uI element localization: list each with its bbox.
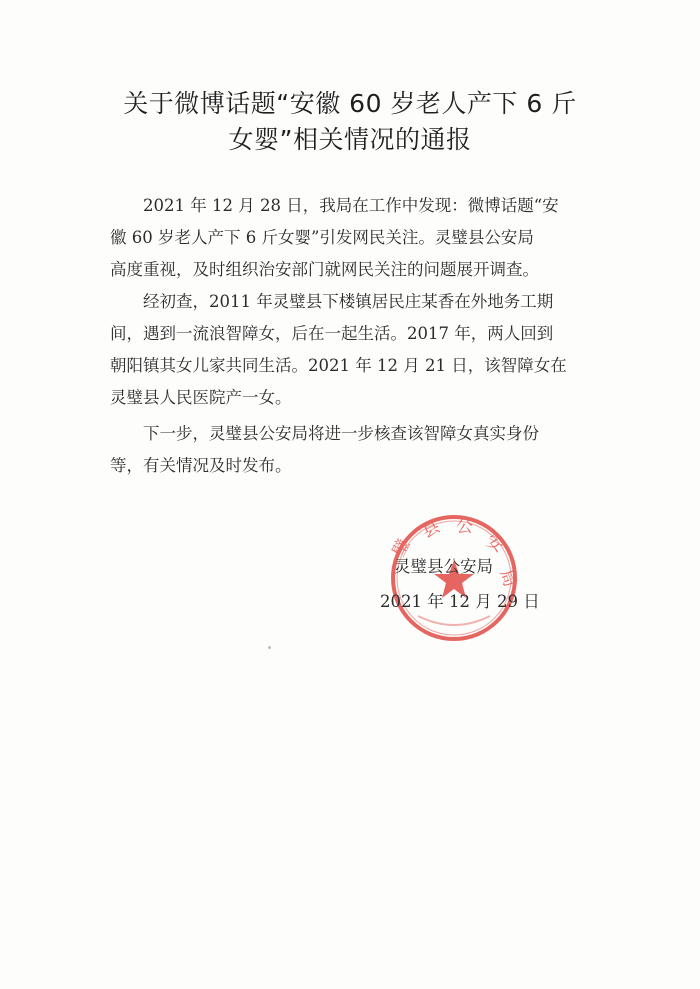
paragraph-line: 徽 60 岁老人产下 6 斤女婴”引发网民关注。灵璧县公安局 [110, 228, 534, 247]
svg-text:安: 安 [482, 531, 508, 557]
paragraph-line: 朝阳镇其女儿家共同生活。2021 年 12 月 21 日，该智障女在 [110, 356, 567, 375]
paragraph-line: 间，遇到一流浪智障女，后在一起生活。2017 年，两人回到 [110, 324, 554, 343]
title-line-2: 女婴”相关情况的通报 [228, 125, 472, 154]
title-line-1: 关于微博话题“安徽 60 岁老人产下 6 斤 [123, 89, 577, 118]
svg-text:县: 县 [418, 516, 444, 543]
paragraph-line: 2021 年 12 月 28 日，我局在工作中发现：微博话题“安 [143, 196, 559, 215]
svg-text:璧: 璧 [388, 535, 415, 561]
paragraph-line: 灵璧县人民医院产一女。 [110, 388, 292, 407]
signature-organization: 灵璧县公安局 [394, 557, 493, 576]
official-seal-stamp [388, 512, 520, 644]
paragraph-3 [110, 418, 606, 482]
paragraph-2 [110, 286, 606, 414]
signature-date: 2021 年 12 月 29 日 [380, 592, 540, 611]
paper-speck [268, 646, 271, 649]
paragraph-1 [110, 190, 606, 286]
paragraph-line: 经初查，2011 年灵璧县下楼镇居民庄某香在外地务工期 [143, 292, 554, 311]
paragraph-line: 下一步，灵璧县公安局将进一步核查该智障女真实身份 [143, 424, 539, 443]
svg-text:公: 公 [456, 517, 473, 537]
paragraph-line: 高度重视，及时组织治安部门就网民关注的问题展开调查。 [110, 260, 539, 279]
svg-text:局: 局 [495, 566, 520, 590]
paragraph-line: 等，有关情况及时发布。 [110, 456, 292, 475]
